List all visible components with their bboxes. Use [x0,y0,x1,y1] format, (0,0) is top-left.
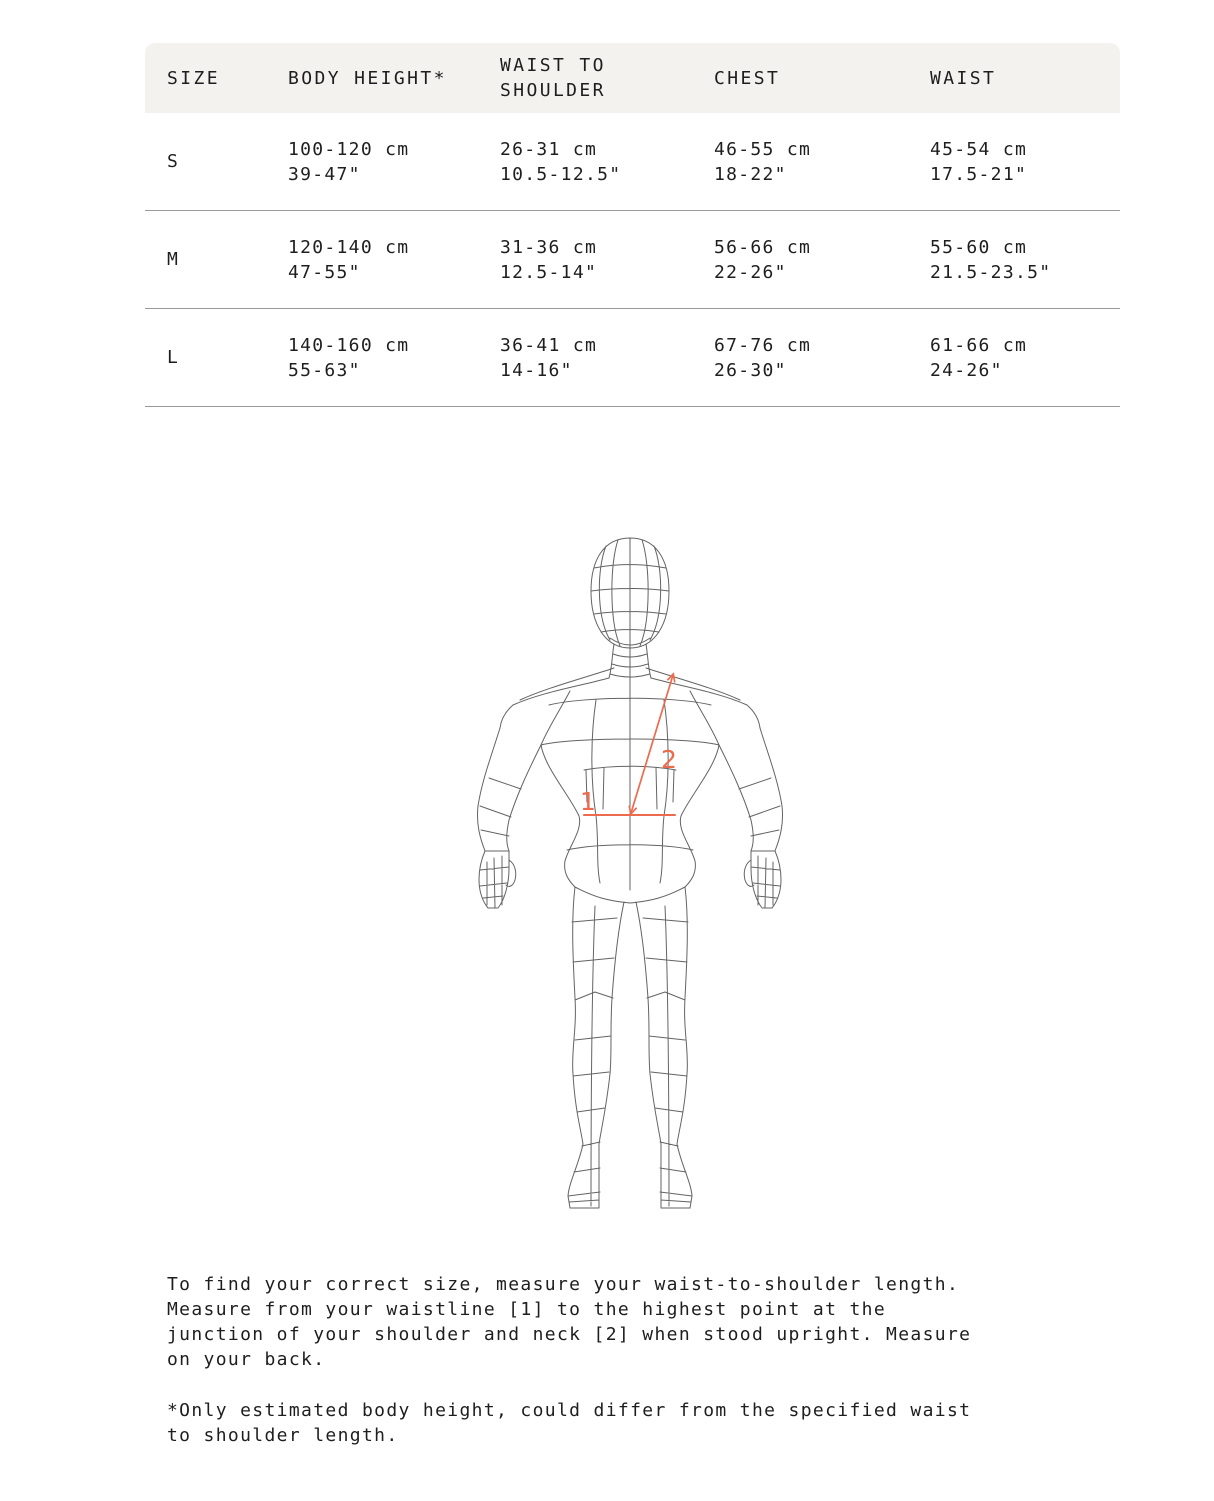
size-label: M [167,249,180,270]
table-row-s [145,113,1120,211]
size-chart-header-row [145,43,1120,113]
column-header-waist-to-shoulder: WAIST TO SHOULDER [500,55,606,101]
waist-value: 55-60 cm 21.5-23.5" [930,236,1052,283]
column-header-chest: CHEST [714,67,781,89]
chest-value: 46-55 cm 18-22" [714,138,812,185]
footnote-line: to shoulder length. [167,1425,399,1446]
waist-to-shoulder-value: 31-36 cm 12.5-14" [500,236,598,283]
instructions-line: To find your correct size, measure your waist-to-shoulder length. [167,1274,960,1295]
column-header-size: SIZE [167,67,220,89]
waist-value: 45-54 cm 17.5-21" [930,138,1028,185]
instructions-line: on your back. [167,1349,326,1370]
size-label: S [167,151,180,172]
chest-value: 67-76 cm 26-30" [714,334,812,381]
instructions-line: Measure from your waistline [1] to the highest point at the [167,1299,887,1320]
size-label: L [167,347,180,368]
waist-to-shoulder-value: 36-41 cm 14-16" [500,334,598,381]
body-height-value: 140-160 cm 55-63" [288,334,410,381]
table-row-l [145,309,1120,407]
size-chart-table [145,43,1120,407]
waist-value: 61-66 cm 24-26" [930,334,1028,381]
torso-wireframe [541,680,719,903]
neck-wireframe [609,644,651,680]
mannequin-wireframe-illustration [428,528,832,1220]
annotation-label-2: 2 [661,745,677,774]
head-wireframe [591,538,669,648]
measurement-figure [428,528,832,1220]
waist-to-shoulder-value: 26-31 cm 10.5-12.5" [500,138,622,185]
measurement-instructions [167,1272,971,1372]
body-height-footnote [167,1398,971,1448]
annotation-label-1: 1 [580,787,596,816]
table-row-m [145,211,1120,309]
body-height-value: 120-140 cm 47-55" [288,236,410,283]
column-header-waist: WAIST [930,67,997,89]
chest-value: 56-66 cm 22-26" [714,236,812,283]
body-height-value: 100-120 cm 39-47" [288,138,410,185]
leg-wireframe [568,887,692,1208]
footnote-line: *Only estimated body height, could differ from the specified waist [167,1400,972,1421]
column-header-body-height: BODY HEIGHT* [288,67,447,89]
instructions-line: junction of your shoulder and neck [2] when stood upright. Measure [167,1324,972,1345]
